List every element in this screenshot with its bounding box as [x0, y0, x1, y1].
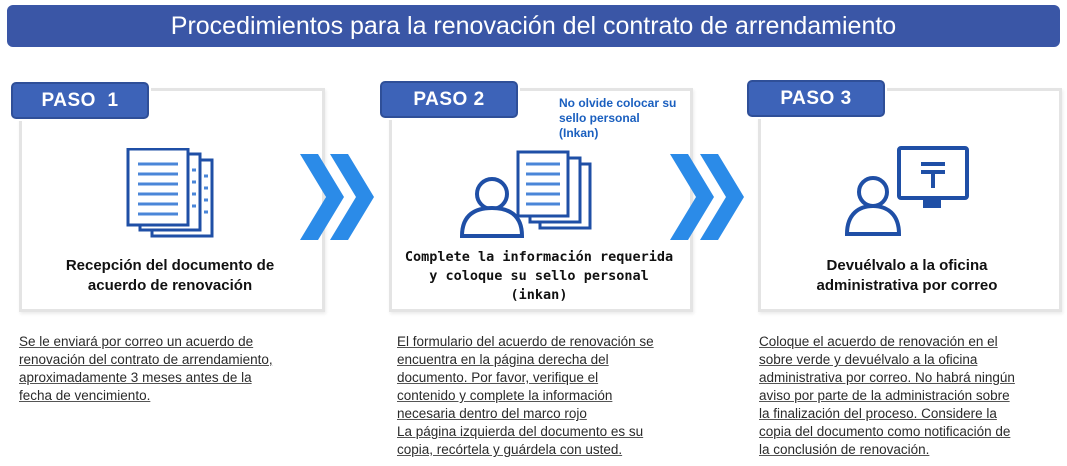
description-line: fecha de vencimiento. — [19, 388, 151, 403]
description-line: documento. Por favor, verifique el — [397, 370, 599, 385]
description-line: El formulario del acuerdo de renovación se — [397, 334, 654, 349]
step-2-description — [397, 333, 697, 459]
step-1-description — [19, 333, 319, 405]
step-3-description — [759, 333, 1057, 459]
description-line: encuentra en la página derecha del — [397, 352, 609, 367]
step-arrow-2-3-icon — [668, 152, 746, 242]
description-line: la finalización del proceso. Considere la — [759, 406, 997, 421]
step-1-title: Recepción del documento de acuerdo de renovación — [65, 257, 275, 294]
description-line: sobre verde y devuélvalo a la oficina — [759, 352, 978, 367]
description-line: aproximadamente 3 meses antes de la — [19, 370, 252, 385]
description-line: administrativa por correo. No habrá ningún — [759, 370, 1015, 385]
description-line: renovación del contrato de arrendamiento, — [19, 352, 273, 367]
description-line: Se le enviará por correo un acuerdo de — [19, 334, 254, 349]
description-line: la conclusión de renovación. — [759, 442, 930, 457]
page-title: Procedimientos para la renovación del contrato de arrendamiento — [7, 5, 1060, 47]
documents-icon — [124, 148, 220, 240]
step-3-title: Devuélvalo a la oficina administrativa por correo — [816, 257, 998, 294]
person-postal-monitor-icon — [843, 144, 973, 240]
step-2-tab: PASO 2 — [380, 81, 518, 118]
description-line: necesaria dentro del marco rojo — [397, 406, 587, 421]
step-1-tab: PASO 1 — [11, 82, 149, 119]
step-2-title: Complete la información requerida y coloque su sello personal (inkan) — [404, 249, 674, 303]
description-line: La página izquierda del documento es su — [397, 424, 644, 439]
description-line: aviso por parte de la administración sobre — [759, 388, 1010, 403]
description-line: Coloque el acuerdo de renovación en el — [759, 334, 998, 349]
description-line: contenido y complete la información — [397, 388, 613, 403]
seal-reminder-note: No olvide colocar su sello personal (Inkan) — [559, 96, 677, 140]
person-documents-icon — [456, 150, 598, 240]
description-line: copia del documento como notificación de — [759, 424, 1011, 439]
description-line: copia, recórtela y guárdela con usted. — [397, 442, 623, 457]
step-3-tab: PASO 3 — [747, 80, 885, 117]
step-arrow-1-2-icon — [298, 152, 376, 242]
